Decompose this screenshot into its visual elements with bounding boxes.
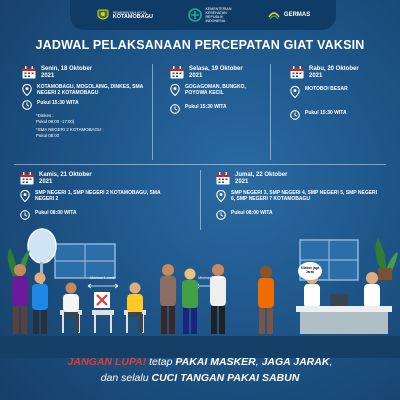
distance-arrow-1 xyxy=(88,284,118,288)
schedule-day: Selasa, 19 Oktober xyxy=(189,66,243,72)
divider-vertical-2 xyxy=(270,64,271,160)
location-pin-icon xyxy=(22,84,32,96)
schedule-note-1-line1: *Dinkes : xyxy=(36,113,54,118)
location-pin-icon xyxy=(170,84,180,96)
person-7 xyxy=(210,264,226,334)
clock-icon xyxy=(22,100,32,110)
keep-distance-sign: Silakan jaga Jarak xyxy=(298,262,322,280)
logo-kotamobagu-line1: PEMERINTAH KOTA xyxy=(112,10,147,15)
clock-icon xyxy=(290,110,300,120)
logo-kemenkes-line3: REPUBLIK xyxy=(205,15,224,19)
health-worker-2 xyxy=(364,272,380,308)
person-8 xyxy=(258,266,274,334)
footer-line-2 xyxy=(0,372,400,384)
vaccination-queue-illustration xyxy=(0,228,400,358)
schedule-year: 2021 xyxy=(41,73,55,79)
schedule-tuesday xyxy=(170,66,266,114)
logo-kemenkes-line4: INDONESIA xyxy=(205,19,226,23)
schedule-monday xyxy=(22,66,148,138)
schedule-day: Senin, 18 Oktober xyxy=(41,66,93,72)
logo-kotamobagu-line2: KOTAMOBAGU xyxy=(112,13,153,20)
calendar-icon xyxy=(170,66,184,79)
schedule-time: Pukul 08:00 WITA xyxy=(35,210,77,216)
footer-message xyxy=(0,356,400,384)
logo-kemenkes-line2: KESEHATAN xyxy=(205,11,227,15)
schedule-location: MOTOBOI BESAR xyxy=(305,86,348,92)
schedule-note-1-line2: Pukul 09:00 -17:00) xyxy=(36,118,75,124)
footer-l1-mid: tetap xyxy=(146,356,176,368)
schedule-wednesday xyxy=(290,66,390,120)
logo-germas xyxy=(267,8,310,22)
footer-l1-masker: PAKAI MASKER xyxy=(175,356,256,368)
person-2 xyxy=(32,273,48,335)
logo-kotamobagu xyxy=(96,8,153,22)
schedule-year: 2021 xyxy=(235,179,249,185)
schedule-year: 2021 xyxy=(309,73,323,79)
germas-logo-icon xyxy=(267,8,281,22)
footer-l2-cuci: CUCI TANGAN PAKAI SABUN xyxy=(151,372,300,384)
schedule-day: Rabu, 20 Oktober xyxy=(309,66,359,72)
schedule-year: 2021 xyxy=(189,73,203,79)
logo-germas-name: GERMAS xyxy=(283,12,311,18)
calendar-icon xyxy=(22,66,36,79)
schedule-note-2-line1: *SMA NEGERI 2 KOTAMOBAGU : xyxy=(36,127,104,132)
clock-icon xyxy=(170,104,180,114)
divider-horizontal xyxy=(14,164,386,165)
schedule-friday xyxy=(216,172,386,220)
schedule-note-2-line2: Pukul 08:00 xyxy=(36,132,60,138)
person-3-seated xyxy=(63,283,79,333)
plant-right xyxy=(375,238,398,280)
no-sit-x-icon xyxy=(94,292,110,308)
schedule-location: GOGAGOMAN, BUNGKO, POYOWA KECIL xyxy=(185,84,246,96)
logo-kemenkes-line1: KEMENTERIAN xyxy=(205,7,232,11)
logo-kemenkes xyxy=(188,7,231,23)
schedule-time: Pukul 08:00 WITA xyxy=(231,210,273,216)
calendar-icon xyxy=(290,66,304,79)
distance-label-2: Minimal 1 meter xyxy=(198,276,224,280)
distance-label-1: Minimal 1 meter xyxy=(90,276,116,280)
kemenkes-logo-icon xyxy=(188,8,202,22)
footer-l2-mid: dan selalu xyxy=(100,372,152,384)
footer-l1-end: , xyxy=(329,356,333,368)
divider-vertical-3 xyxy=(200,170,201,230)
location-pin-icon xyxy=(20,190,30,202)
schedule-time: Pukul 15:30 WITA xyxy=(185,104,227,110)
schedule-time: Pukul 15:30 WITA xyxy=(37,100,79,106)
person-5 xyxy=(160,264,176,334)
logo-bar xyxy=(70,0,336,30)
footer-warning: JANGAN LUPA! xyxy=(67,356,147,368)
clock-icon xyxy=(20,210,30,220)
footer-line-1 xyxy=(0,356,400,368)
schedule-year: 2021 xyxy=(39,179,53,185)
schedule-day: Jumat, 22 Oktober xyxy=(235,172,288,178)
footer-l1-comma: , xyxy=(255,356,262,368)
window-left xyxy=(55,244,115,278)
divider-vertical-1 xyxy=(152,64,153,160)
calendar-icon xyxy=(216,172,230,185)
footer-l1-jarak: JAGA JARAK xyxy=(261,356,330,368)
schedule-location: SMP NEGERI 1, SMP NEGERI 2 KOTAMOBAGU, SMA NEGERI 2 xyxy=(35,190,161,202)
schedule-location: KOTAMOBAGU, MOGOLAING, DINKES, SMA NEGERI 2 KOTAMOBAGU xyxy=(37,84,144,96)
schedule-time: Pukul 15:30 WITA xyxy=(305,110,347,116)
person-4-seated xyxy=(127,283,143,333)
schedule-day: Kamis, 21 Oktober xyxy=(39,172,92,178)
location-pin-icon xyxy=(216,190,226,202)
location-pin-icon xyxy=(290,86,300,98)
kotamobagu-crest-icon xyxy=(96,8,110,22)
floor xyxy=(0,336,400,358)
page-title: JADWAL PELAKSANAAN PERCEPATAN GIAT VAKSIN xyxy=(35,38,365,52)
schedule-thursday xyxy=(20,172,190,220)
clock-icon xyxy=(216,210,226,220)
calendar-icon xyxy=(20,172,34,185)
schedule-location: SMP NEGERI 3, SMP NEGERI 4, SMP NEGERI 5, SMP NEGERI 6, SMP NEGERI 7 KOTAMOBAGU xyxy=(231,190,378,202)
schedule-note-1 xyxy=(36,113,148,124)
schedule-note-2 xyxy=(36,127,148,138)
